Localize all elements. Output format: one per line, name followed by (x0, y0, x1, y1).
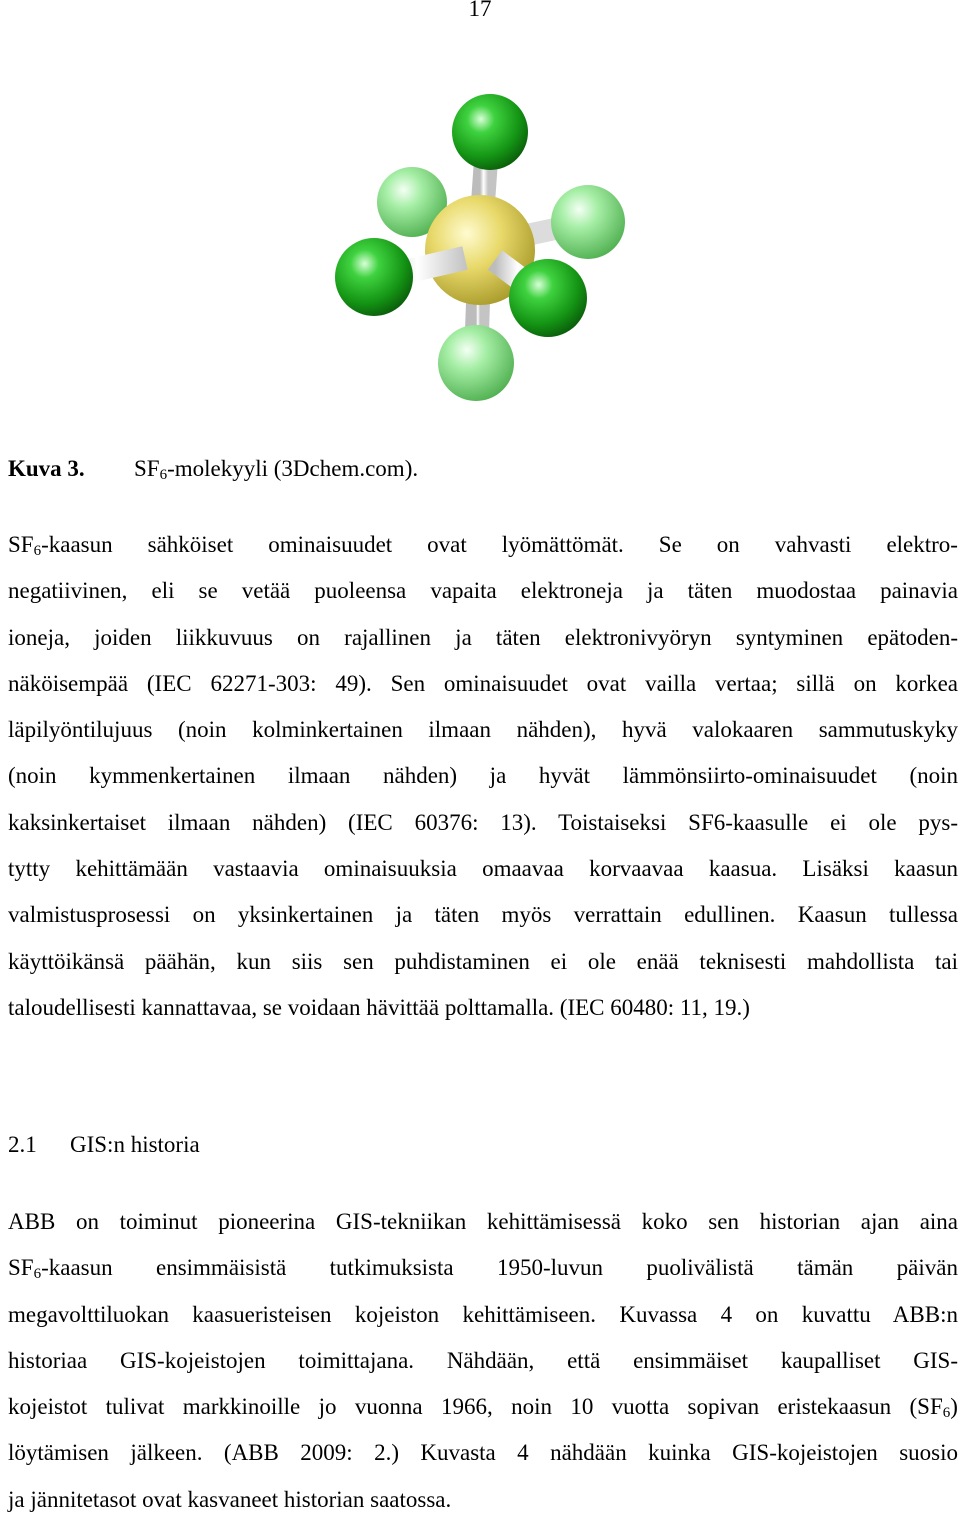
text-line: läpilyöntilujuus (noin kolminkertainen ilmaan nähden), hyvä valokaaren sammutuskyky (8, 717, 958, 743)
page-number: 17 (468, 0, 492, 21)
text-word: eristekaasun (777, 1394, 892, 1420)
text-line: valmistusprosessi on yksinkertainen ja täten myös verrattain edullinen. Kaasun tullessa (8, 902, 958, 928)
paragraph-sf6-properties (8, 522, 958, 1031)
text-line: näköisempää (IEC 62271-303: 49). Sen ominaisuudet ovat vailla vertaa; sillä on korkea (8, 670, 958, 696)
text-line: historiaa GIS-kojeistojen toimittajana. Nähdään, että ensimmäiset kaupalliset GIS- (8, 1347, 958, 1373)
figure-caption (8, 456, 418, 482)
text-word: 1966, (440, 1394, 493, 1420)
sf6-molecule-image (300, 80, 660, 420)
text-line: $SF_6$-kaasun ensimmäisistä tutkimuksista 1950-luvun puolivälistä tämän päivän (8, 1255, 958, 1283)
text-line: (noin kymmenkertainen ilmaan nähden) ja hyvät lämmönsiirto-ominaisuudet (noin (8, 763, 958, 789)
section-heading (8, 1132, 200, 1158)
caption-label: Kuva 3. (8, 456, 85, 481)
text-word: tulivat (105, 1394, 165, 1420)
section-number: 2.1 (8, 1132, 37, 1157)
text-word: vuotta (611, 1394, 670, 1420)
text-line: ABB on toiminut pioneerina GIS-tekniikan kehittämisessä koko sen historian ajan aina (8, 1209, 958, 1234)
text-line: löytämisen jälkeen. (ABB 2009: 2.) Kuvasta 4 nähdään kuinka GIS-kojeistojen suosio (8, 1440, 958, 1466)
text-word: $(SF_6)$ (909, 1394, 958, 1422)
text-line: $SF_6$-kaasun sähköiset ominaisuudet ovat lyömättömät. Se on vahvasti elektro- (8, 532, 958, 559)
text-word: noin (511, 1394, 552, 1420)
text-word: jo (318, 1394, 337, 1420)
text-word: sopivan (687, 1394, 760, 1420)
fluorine-atom-front-right (495, 259, 587, 337)
text-line: ioneja, joiden liikkuvuus on rajallinen ja täten elektronivyöryn syntyminen epätoden- (8, 624, 958, 650)
text-line (8, 1384, 958, 1430)
text-word: kojeistot (8, 1394, 88, 1420)
text-line: ja jännitetasot ovat kasvaneet historian saatossa. (8, 1486, 452, 1512)
text-word: vuonna (354, 1394, 423, 1420)
text-line: tytty kehittämään vastaavia ominaisuuksia omaavaa korvaavaa kaasua. Lisäksi kaasun (8, 856, 958, 882)
text-line: käyttöikänsä päähän, kun siis sen puhdistaminen ei ole enää teknisesti mahdollista tai (8, 948, 958, 974)
text-line: kaksinkertaiset ilmaan nähden) (IEC 60376: 13). Toistaiseksi SF6-kaasulle ei ole pys- (8, 809, 958, 835)
caption-formula: $SF_6$-molekyyli (3Dchem.com). (134, 456, 419, 483)
text-line: taloudellisesti kannattavaa, se voidaan hävittää polttamalla. (IEC 60480: 11, 19.) (8, 994, 750, 1020)
text-line: megavolttiluokan kaasueristeisen kojeiston kehittämiseen. Kuvassa 4 on kuvattu ABB:n (8, 1301, 958, 1327)
text-line: negatiivinen, eli se vetää puoleensa vapaita elektroneja ja täten muodostaa painavia (8, 578, 958, 604)
text-word: markkinoille (182, 1394, 301, 1420)
section-title: GIS:n historia (70, 1132, 200, 1157)
paragraph-gis-history (8, 1199, 958, 1523)
text-word: 10 (570, 1394, 594, 1420)
